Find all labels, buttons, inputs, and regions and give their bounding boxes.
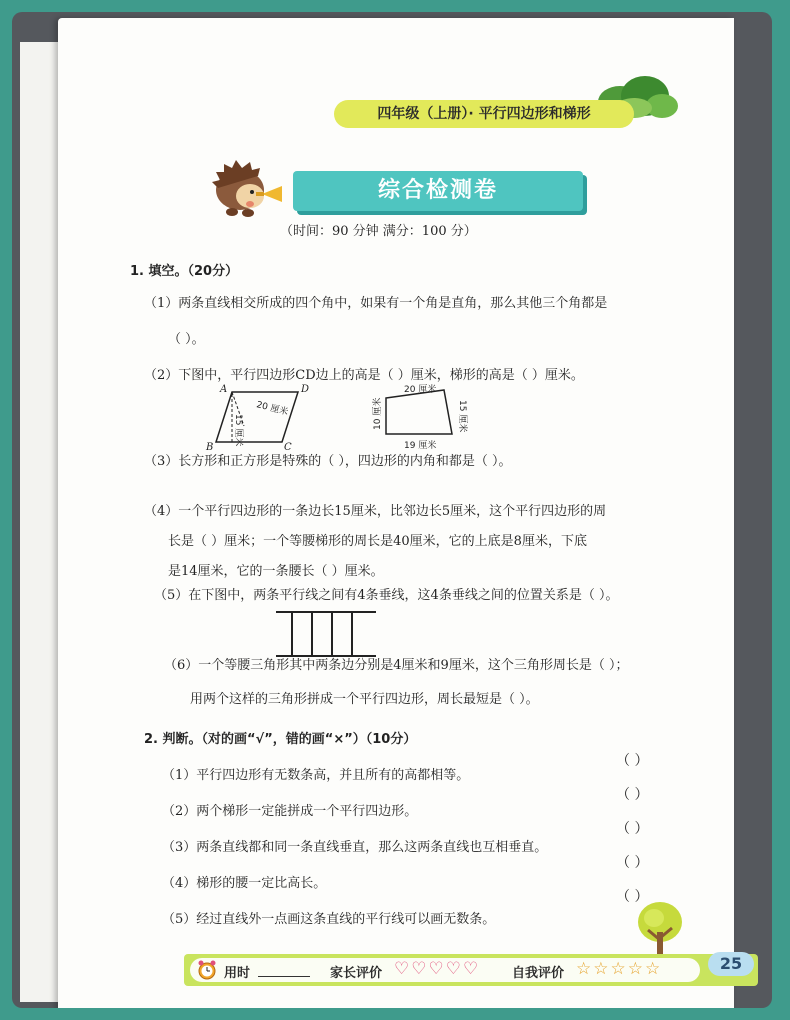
q4-line2: 长是（ ）厘米；一个等腰梯形的周长是40厘米，它的上底是8厘米，下底: [168, 534, 587, 549]
time-used-blank[interactable]: [258, 976, 310, 977]
q6-line1: （6）一个等腰三角形其中两条边分别是4厘米和9厘米，这个三角形周长是（ ）；: [164, 658, 629, 673]
section1-heading: 1. 填空。（20分）: [130, 264, 239, 279]
test-title-banner: 综合检测卷: [293, 171, 583, 211]
para-side-label: 20 厘米: [255, 400, 290, 418]
alarm-clock-icon: [196, 959, 218, 981]
q2-line: （2）下图中，平行四边形CD边上的高是（ ）厘米，梯形的高是（ ）厘米。: [144, 368, 584, 383]
time-used-label: 用时: [224, 966, 251, 981]
tree-icon: [632, 900, 688, 960]
photo-frame: [12, 12, 772, 1008]
footer-evaluation: [190, 958, 700, 982]
trap-right-label: 15 厘米: [457, 400, 467, 433]
para-height-label: 15 厘米: [233, 414, 243, 447]
q3-line: （3）长方形和正方形是特殊的（ ），四边形的内角和都是（ ）。: [144, 454, 512, 469]
judge-item-2: （2）两个梯形一定能拼成一个平行四边形。: [162, 804, 418, 819]
trap-left-label: 10 厘米: [373, 397, 383, 430]
judge-item-4: （4）梯形的腰一定比高长。: [162, 876, 327, 891]
self-eval-label: 自我评价: [512, 966, 565, 981]
grade-unit-banner: 四年级（上册）· 平行四边形和梯形: [334, 100, 634, 128]
answer-blank-4: （ ）: [616, 855, 649, 871]
workbook-page: [58, 18, 743, 1008]
previous-page-edge: [20, 42, 60, 1002]
label-c: C: [284, 442, 292, 453]
judge-item-5: （5）经过直线外一点画这条直线的平行线可以画无数条。: [162, 912, 496, 927]
parallelogram-figure: [198, 380, 328, 454]
q4-line1: （4）一个平行四边形的一条边长15厘米，比邻边长5厘米，这个平行四边形的周: [144, 504, 607, 519]
trap-top-label: 20 厘米: [404, 385, 437, 395]
q4-line3: 是14厘米，它的一条腰长（ ）厘米。: [168, 564, 384, 579]
answer-blank-2: （ ）: [616, 787, 649, 803]
judge-item-1: （1）平行四边形有无数条高，并且所有的高都相等。: [162, 768, 470, 783]
q6-line2: 用两个这样的三角形拼成一个平行四边形，周长最短是（ ）。: [190, 692, 539, 707]
answer-blank-1: （ ）: [616, 753, 649, 769]
trapezoid-figure: [364, 378, 474, 454]
section2-heading: 2. 判断。（对的画“√”，错的画“×”）（10分）: [144, 732, 417, 747]
answer-blank-5: （ ）: [616, 889, 649, 905]
answer-blank-3: （ ）: [616, 821, 649, 837]
label-b: B: [206, 442, 214, 453]
q5-line: （5）在下图中，两条平行线之间有4条垂线，这4条垂线之间的位置关系是（ ）。: [154, 588, 619, 603]
parent-eval-label: 家长评价: [330, 966, 383, 981]
hedgehog-trumpet-icon: [210, 158, 290, 220]
time-info: （时间：90 分钟 满分：100 分）: [280, 224, 477, 239]
parent-hearts[interactable]: ♡♡♡♡♡: [394, 959, 481, 979]
judge-item-3: （3）两条直线都和同一条直线垂直，那么这两条直线也互相垂直。: [162, 840, 548, 855]
footer-bar: [184, 954, 758, 986]
label-d: D: [301, 384, 310, 395]
self-stars[interactable]: ☆☆☆☆☆: [576, 959, 663, 979]
q1-line2: （ ）。: [168, 332, 205, 347]
trap-bottom-label: 19 厘米: [404, 441, 437, 451]
page-number: 25: [708, 952, 754, 976]
q1-line1: （1）两条直线相交所成的四个角中，如果有一个角是直角，那么其他三个角都是: [144, 296, 608, 311]
label-a: A: [220, 384, 228, 395]
